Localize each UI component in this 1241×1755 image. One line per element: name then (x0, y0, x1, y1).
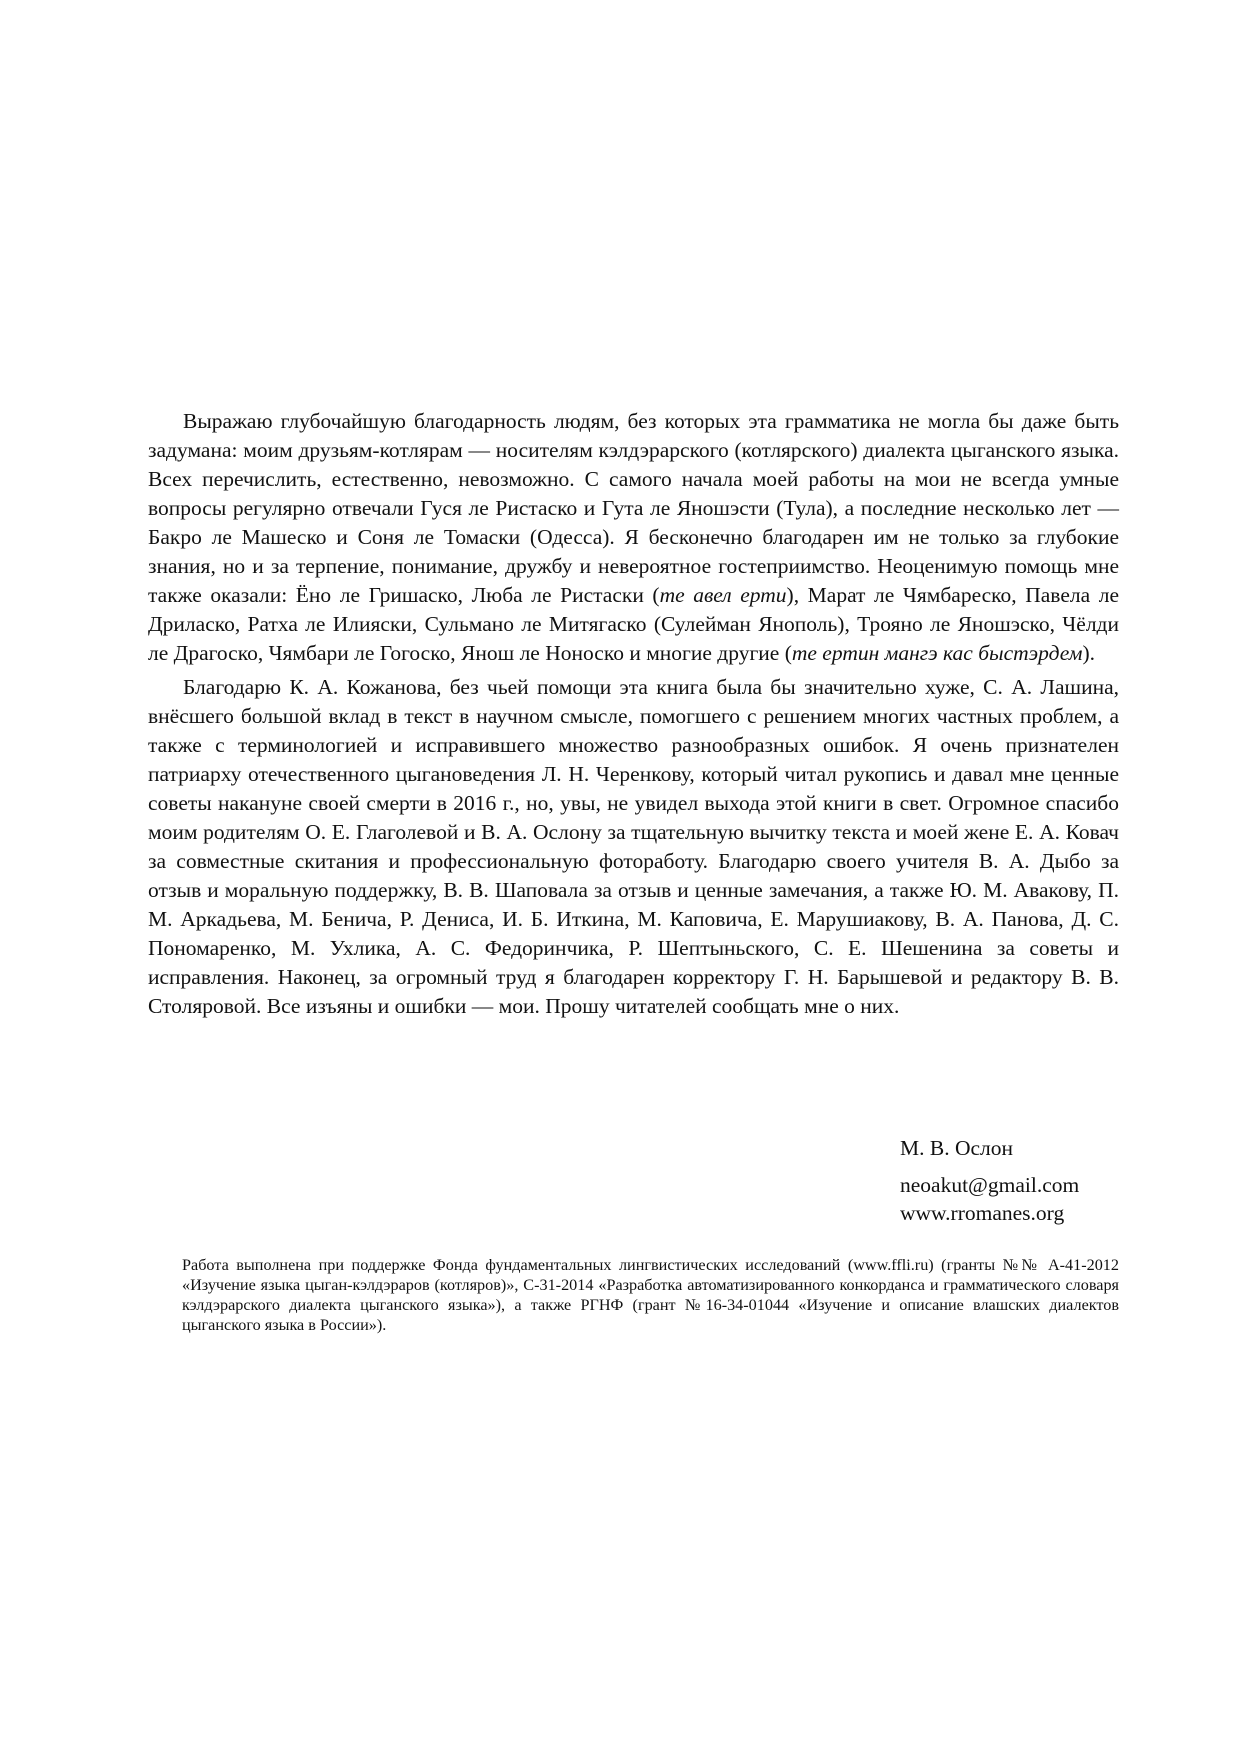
author-signature (900, 1134, 1079, 1227)
author-email: neoakut@gmail.com (900, 1173, 1080, 1197)
acknowledgements-section (148, 407, 1119, 1021)
funding-note: Работа выполнена при поддержке Фонда фундаментальных лингвистических исследований (www.ffli.ru) (гранты №№ А-41-2012 «Изучение языка цыган-кэлдэраров (котляров)», С-31-2014 «Разработка автоматизированного конкорданса и грамматического словаря кэлдэрарского диалекта цыганского языка»), а также РГНФ (грант №16-34-01044 «Изучение и описание влашских диалектов цыганского языка в России»). (182, 1256, 1119, 1334)
author-website: www.rromanes.org (900, 1201, 1065, 1225)
romani-phrase-2: те ертин мангэ кас быстэрдем (791, 641, 1083, 665)
paragraph-1-text-a: Выражаю глубочайшую благодарность людям, без которых эта грамматика не могла бы даже быть задумана: моим друзьям-котлярам — носителям кэлдэрарского (котлярского) диалекта цыганского языка. Всех перечислить, естественно, невозможно. С самого начала моей работы на мои не всегда умные вопросы регулярно отвечали Гуся ле Ристаско и Гута ле Яношэсти (Тула), а последние несколько лет — Бакро ле Машеско и Соня ле Томаски (Одесса). Я бесконечно благодарен им не только за глубокие знания, но и за терпение, понимание, дружбу и невероятное гостеприимство. Неоценимую помощь мне также оказали: Ёно ле Гришаско, Люба ле Ристаски ( (148, 409, 1119, 607)
author-name: М. В. Ослон (900, 1136, 1014, 1160)
paragraph-1-text-c: ). (1082, 641, 1096, 665)
acknowledgement-paragraph-1 (148, 407, 1119, 668)
romani-phrase-1: те авел ерти (659, 583, 787, 607)
acknowledgement-paragraph-2: Благодарю К. А. Кожанова, без чьей помощи эта книга была бы значительно хуже, С. А. Лашина, внёсшего большой вклад в текст в научном смысле, помогшего с решением многих частных проблем, а также с терминологией и исправившего множество разнообразных ошибок. Я очень признателен патриарху отечественного цыгановедения Л. Н. Черенкову, который читал рукопись и давал мне ценные советы накануне своей смерти в 2016 г., но, увы, не увидел выхода этой книги в свет. Огромное спасибо моим родителям О. Е. Глаголевой и В. А. Ослону за тщательную вычитку текста и моей жене Е. А. Ковач за совместные скитания и профессиональную фотоработу. Благодарю своего учителя В. А. Дыбо за отзыв и моральную поддержку, В. В. Шаповала за отзыв и ценные замечания, а также Ю. М. Авакову, П. М. Аркадьева, М. Бенича, Р. Дениса, И. Б. Иткина, М. Каповича, Е. Марушиакову, В. А. Панова, Д. С. Пономаренко, М. Ухлика, А. С. Федоринчика, Р. Шептыньского, С. Е. Шешенина за советы и исправления. Наконец, за огромный труд я благодарен корректору Г. Н. Барышевой и редактору В. В. Столяровой. Все изъяны и ошибки — мои. Прошу читателей сообщать мне о них. (148, 675, 1119, 1018)
paragraph-1-text-b: ), Марат ле Чямбареско, Павела ле Дриласко, Ратха ле Илияски, Сульмано ле Митягаско (Сулейман Янополь), Трояно ле Яношэско, Чёлди ле Драгоско, Чямбари ле Гогоско, Янош ле Ноноско и многие другие ( (148, 583, 1119, 665)
